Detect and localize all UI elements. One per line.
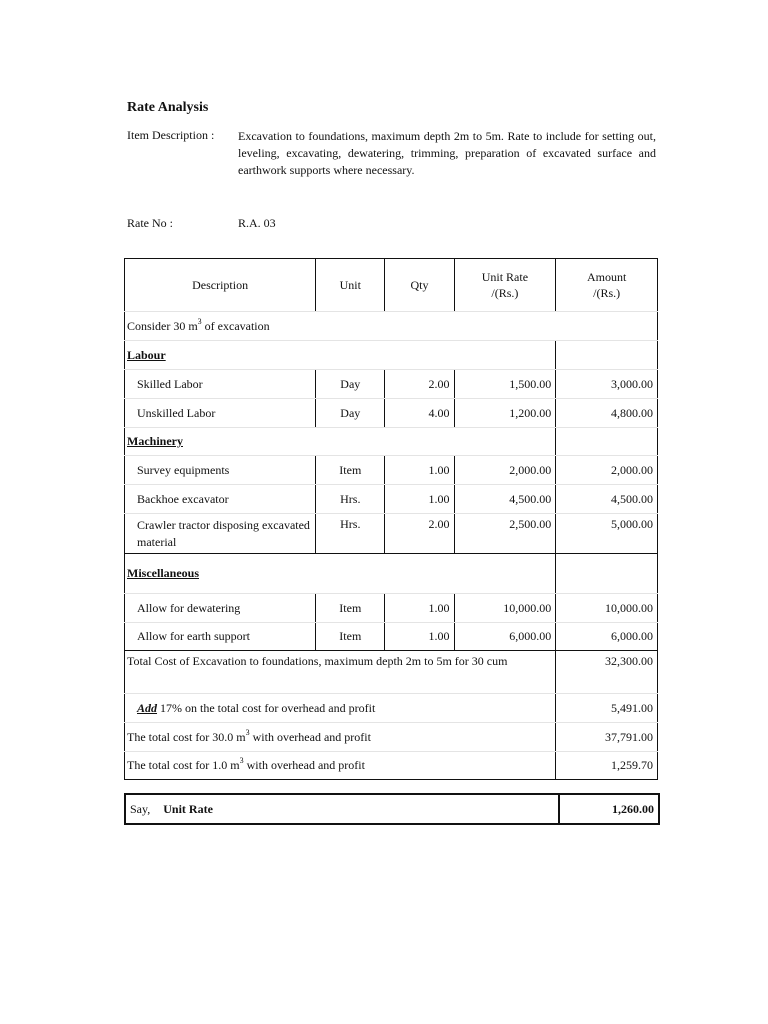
total-1-row [125, 752, 658, 780]
overhead-amount: 5,491.00 [556, 694, 658, 723]
total-30-row [125, 723, 658, 752]
table-row: Survey equipments Item 1.00 2,000.00 2,000.00 [125, 456, 658, 485]
item-description-text: Excavation to foundations, maximum depth 2m to 5m. Rate to include for setting out, leveling, excavating, dewatering, trimming, preparation of excavated surface and earthwork supports where necessary. [238, 129, 656, 177]
column-header-description: Description [125, 259, 316, 312]
unit-rate-label: Unit Rate [163, 801, 213, 816]
total-cost-label: Total Cost of Excavation to foundations, maximum depth 2m to 5m for 30 cum [125, 651, 556, 694]
overhead-row [125, 694, 658, 723]
section-title-labour: Labour [127, 347, 166, 362]
rate-no-label: Rate No : [127, 216, 173, 230]
total-30-amount: 37,791.00 [556, 723, 658, 752]
table-row: Allow for dewatering Item 1.00 10,000.00 10,000.00 [125, 594, 658, 623]
say-row [125, 794, 659, 824]
column-header-amount [556, 259, 658, 312]
total-cost-amount: 32,300.00 [556, 651, 658, 694]
column-header-qty: Qty [385, 259, 454, 312]
amount-currency: /(Rs.) [593, 286, 621, 300]
consider-text: Consider 30 $m^3$ of excavation [125, 312, 658, 341]
section-title-miscellaneous: Miscellaneous [127, 566, 199, 580]
unit-rate-label: Unit Rate [481, 270, 529, 284]
table-row: Unskilled Labor Day 4.00 1,200.00 4,800.00 [125, 399, 658, 428]
item-description-label: Item Description : [127, 128, 215, 142]
say-label: Say, [130, 801, 151, 816]
section-row-labour [125, 341, 658, 370]
total-1-label: The total cost for 1.0 $m^3$ with overhead and profit [125, 752, 556, 780]
page-title: Rate Analysis [127, 100, 209, 115]
section-title-machinery: Machinery [127, 434, 183, 448]
rate-no-value: R.A. 03 [238, 216, 276, 230]
table-row: Skilled Labor Day 2.00 1,500.00 3,000.00 [125, 370, 658, 399]
section-row-machinery [125, 428, 658, 456]
consider-row [125, 312, 658, 341]
table-row: Backhoe excavator Hrs. 1.00 4,500.00 4,500.00 [125, 485, 658, 514]
overhead-label: Add 17% on the total cost for overhead and profit [125, 694, 556, 723]
table-row: Crawler tractor disposing excavated material Hrs. 2.00 2,500.00 5,000.00 [125, 514, 658, 554]
section-row-misc [125, 554, 658, 594]
total-30-label: The total cost for 30.0 $m^3$ with overhead and profit [125, 723, 556, 752]
unit-rate-summary [124, 793, 660, 825]
total-cost-row [125, 651, 658, 694]
column-header-unit: Unit [316, 259, 385, 312]
column-header-unit-rate [454, 259, 556, 312]
total-1-amount: 1,259.70 [556, 752, 658, 780]
table-row: Allow for earth support Item 1.00 6,000.00 6,000.00 [125, 623, 658, 651]
table-header-row [125, 259, 658, 312]
rate-analysis-table [124, 258, 658, 780]
amount-label: Amount [586, 270, 627, 284]
unit-rate-value: 1,260.00 [559, 794, 659, 824]
unit-rate-currency: /(Rs.) [491, 286, 519, 300]
